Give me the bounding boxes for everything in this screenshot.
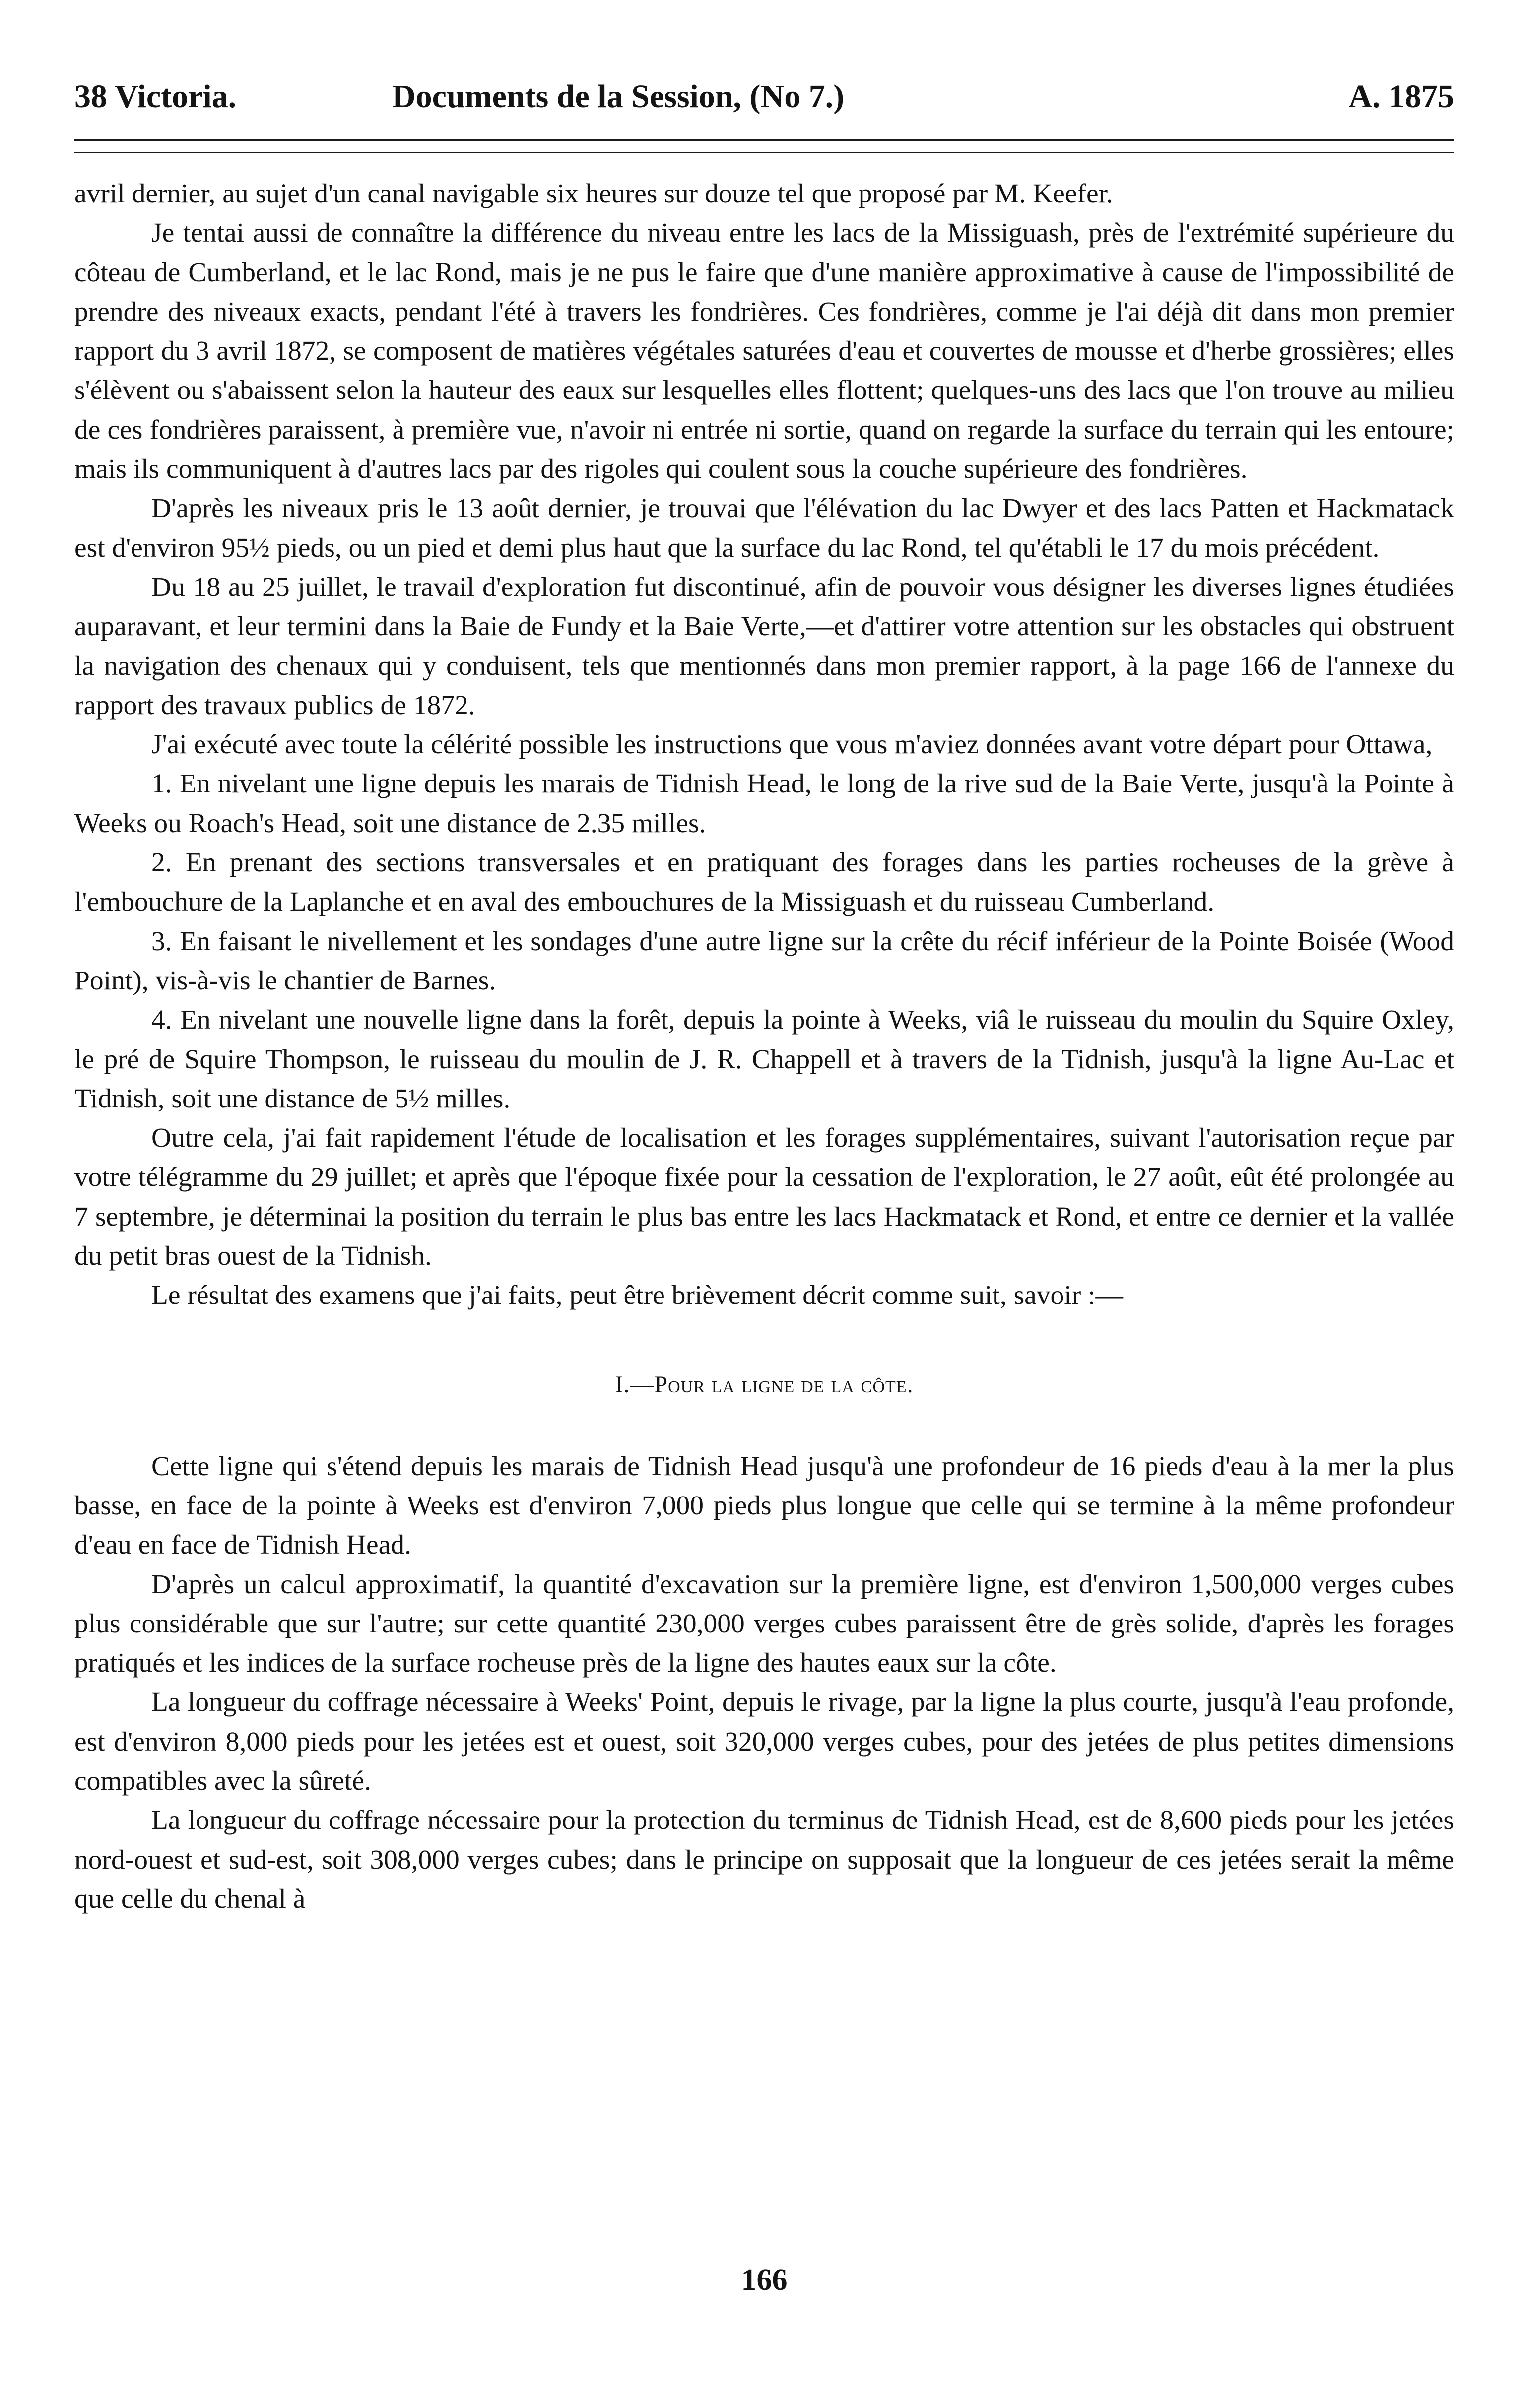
paragraph: 1. En nivelant une ligne depuis les marais de Tidnish Head, le long de la rive sud de la Baie Verte, jusqu'à la Pointe à Weeks ou Roach's Head, soit une distance de 2.35 milles.	[74, 769, 1454, 839]
paragraph: J'ai exécuté avec toute la célérité possible les instructions que vous m'aviez données avant votre départ pour Ottawa,	[151, 729, 1433, 760]
paragraph: 2. En prenant des sections transversales et en pratiquant des forages dans les parties rocheuses de la grève à l'embouchure de la Laplanche et en aval des embouchures de la Missiguash et du ruisseau Cumberland.	[74, 847, 1454, 917]
paragraph-group-after	[74, 1447, 1454, 1919]
body-text	[74, 174, 1454, 1919]
header-title: Documents de la Session, (No 7.)	[392, 78, 845, 115]
paragraph: Du 18 au 25 juillet, le travail d'exploration fut discontinué, afin de pouvoir vous désigner les diverses lignes étudiées auparavant, et leur termini dans la Baie de Fundy et la Baie Verte,—et d'attirer votre attention sur les obstacles qui obstruent la navigation des chenaux qui y conduisent, tels que mentionnés dans mon premier rapport, à la page 166 de l'annexe du rapport des travaux publics de 1872.	[74, 572, 1454, 720]
paragraph: avril dernier, au sujet d'un canal navigable six heures sur douze tel que proposé par M. Keefer.	[74, 179, 1113, 209]
page-number: 166	[741, 2263, 788, 2297]
paragraph-group-before	[74, 174, 1454, 1315]
paragraph: La longueur du coffrage nécessaire pour la protection du terminus de Tidnish Head, est de 8,600 pieds pour les jetées nord-ouest et sud-est, soit 308,000 verges cubes; dans le principe on supposait que la longueur de ces jetées serait la même que celle du chenal à	[74, 1805, 1454, 1914]
paragraph: Outre cela, j'ai fait rapidement l'étude de localisation et les forages supplémentaires, suivant l'autorisation reçue par votre télégramme du 29 juillet; et après que l'époque fixée pour la cessation de l'exploration, le 27 août, eût été prolongée au 7 septembre, je déterminai la position du terrain le plus bas entre les lacs Hackmatack et Rond, et entre ce dernier et la vallée du petit bras ouest de la Tidnish.	[74, 1123, 1454, 1272]
paragraph: Cette ligne qui s'étend depuis les marais de Tidnish Head jusqu'à une profondeur de 16 pieds d'eau à la mer la plus basse, en face de la pointe à Weeks est d'environ 7,000 pieds plus longue que celle qui se termine à la même profondeur d'eau en face de Tidnish Head.	[74, 1451, 1454, 1561]
paragraph: D'après un calcul approximatif, la quantité d'excavation sur la première ligne, est d'environ 1,500,000 verges cubes plus considérable que sur l'autre; sur cette quantité 230,000 verges cubes paraissent être de grès solide, d'après les forages pratiqués et les indices de la surface rocheuse près de la ligne des hautes eaux sur la côte.	[74, 1569, 1454, 1679]
paragraph: 3. En faisant le nivellement et les sondages d'une autre ligne sur la crête du récif inférieur de la Pointe Boisée (Wood Point), vis-à-vis le chantier de Barnes.	[74, 926, 1454, 996]
running-header	[74, 60, 1454, 134]
paragraph: La longueur du coffrage nécessaire à Weeks' Point, depuis le rivage, par la ligne la plus courte, jusqu'à l'eau profonde, est d'environ 8,000 pieds pour les jetées est et ouest, soit 320,000 verges cubes, pour des jetées de plus petites dimensions compatibles avec la sûreté.	[74, 1687, 1454, 1796]
header-rule	[74, 139, 1454, 153]
paragraph: Le résultat des examens que j'ai faits, peut être brièvement décrit comme suit, savoir :—	[151, 1280, 1124, 1311]
header-volume: 38 Victoria.	[74, 78, 237, 115]
paragraph: 4. En nivelant une nouvelle ligne dans la forêt, depuis la pointe à Weeks, viâ le ruisseau du moulin du Squire Oxley, le pré de Squire Thompson, le ruisseau du moulin de J. R. Chappell et à travers de la Tidnish, jusqu'à la ligne Au-Lac et Tidnish, soit une distance de 5½ milles.	[74, 1005, 1454, 1114]
section-heading	[74, 1370, 1454, 1400]
paragraph: D'après les niveaux pris le 13 août dernier, je trouvai que l'élévation du lac Dwyer et des lacs Patten et Hackmatack est d'environ 95½ pieds, ou un pied et demi plus haut que la surface du lac Rond, tel qu'établi le 17 du mois précédent.	[74, 493, 1454, 563]
section-heading-text: Pour la ligne de la côte.	[654, 1371, 914, 1398]
header-year: A. 1875	[1348, 78, 1454, 115]
document-page	[74, 60, 1454, 2362]
paragraph: Je tentai aussi de connaître la différence du niveau entre les lacs de la Missiguash, près de l'extrémité supérieure du côteau de Cumberland, et le lac Rond, mais je ne pus le faire que d'une manière approximative à cause de l'impossibilité de prendre des niveaux exacts, pendant l'été à travers les fondrières. Ces fondrières, comme je l'ai déjà dit dans mon premier rapport du 3 avril 1872, se composent de matières végétales saturées d'eau et couvertes de mousse et d'herbe grossières; elles s'élèvent ou s'abaissent selon la hauteur des eaux sur lesquelles elles flottent; quelques-uns des lacs que l'on trouve au milieu de ces fondrières paraissent, à première vue, n'avoir ni entrée ni sortie, quand on regarde la surface du terrain qui les entoure; mais ils communiquent à d'autres lacs par des rigoles qui coulent sous la couche supérieure des fondrières.	[74, 218, 1454, 485]
section-numeral: I.—	[615, 1371, 655, 1398]
